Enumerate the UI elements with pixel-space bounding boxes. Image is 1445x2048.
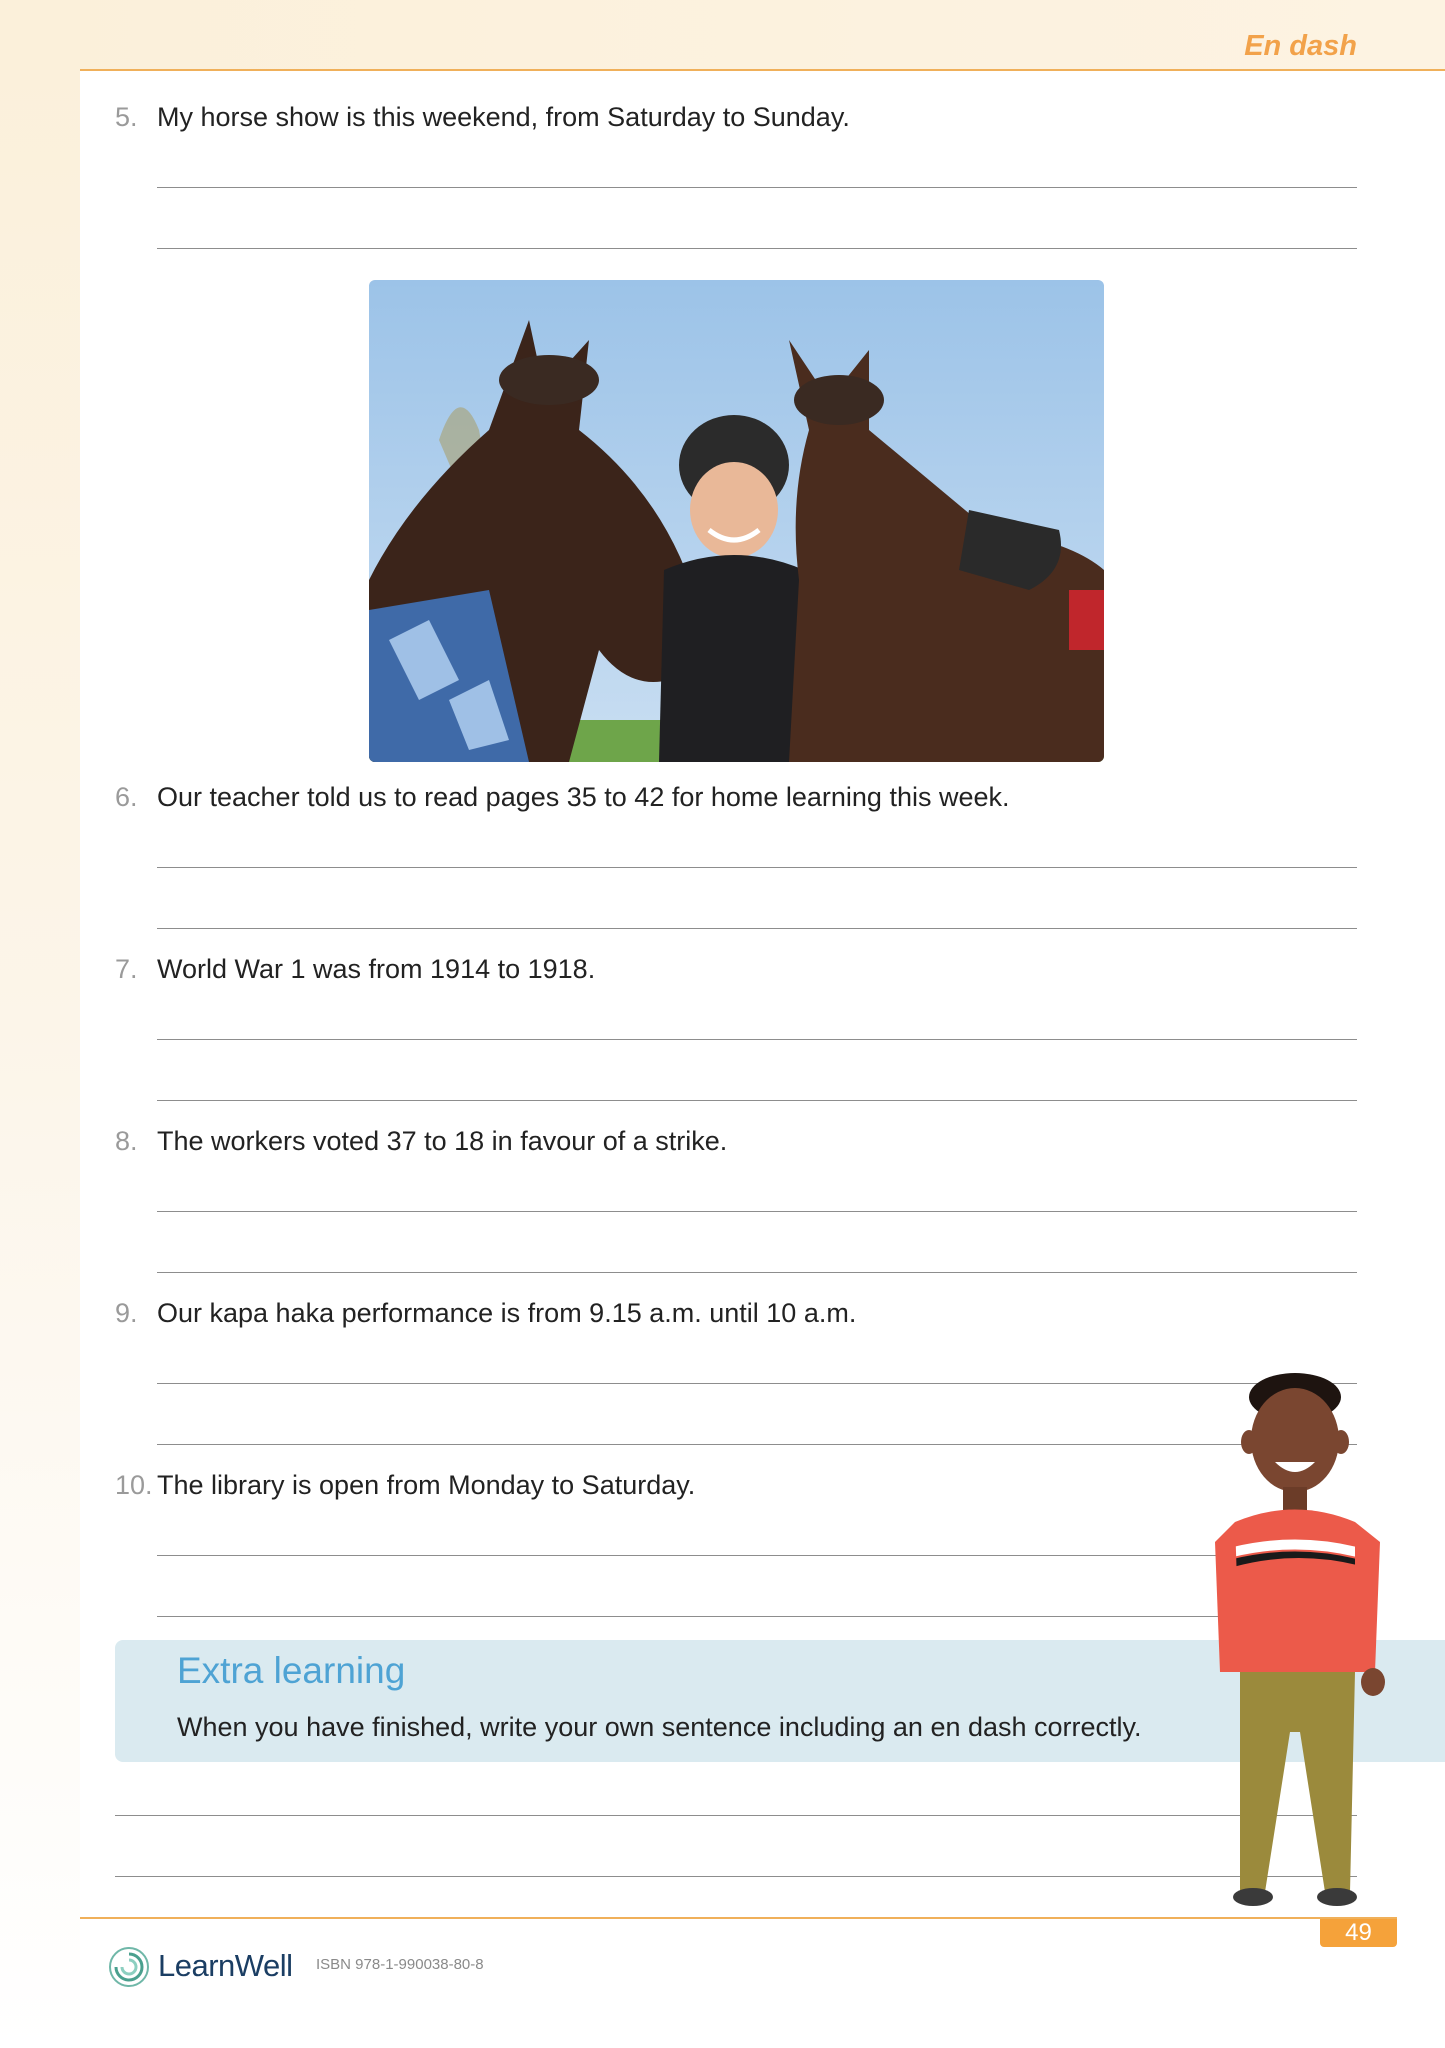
question-text: World War 1 was from 1914 to 1918. <box>157 954 596 984</box>
answer-line[interactable] <box>157 928 1357 929</box>
extra-learning-title: Extra learning <box>177 1650 406 1691</box>
answer-line[interactable] <box>115 1876 1357 1877</box>
header-divider <box>80 69 1445 71</box>
answer-line[interactable] <box>157 1555 1357 1556</box>
answer-line[interactable] <box>157 1272 1357 1273</box>
answer-line[interactable] <box>157 1444 1357 1445</box>
question-8 <box>115 1124 1355 1158</box>
question-7 <box>115 952 1355 986</box>
answer-line[interactable] <box>157 867 1357 868</box>
extra-learning-text: When you have finished, write your own sentence including an en dash correctly. <box>177 1712 1142 1742</box>
brand-name: LearnWell <box>158 1948 293 1983</box>
page-title: En dash <box>1244 30 1357 62</box>
question-text: The library is open from Monday to Saturday. <box>157 1470 696 1500</box>
answer-line[interactable] <box>157 1211 1357 1212</box>
question-number: 6. <box>115 782 138 812</box>
question-number: 5. <box>115 102 138 132</box>
answer-line[interactable] <box>157 1616 1357 1617</box>
question-text: Our kapa haka performance is from 9.15 a.m. until 10 a.m. <box>157 1298 857 1328</box>
question-number: 8. <box>115 1126 138 1156</box>
answer-line[interactable] <box>157 1100 1357 1101</box>
answer-line[interactable] <box>115 1815 1357 1816</box>
question-6 <box>115 780 1355 814</box>
page-number: 49 <box>1320 1919 1397 1947</box>
answer-line[interactable] <box>157 248 1357 249</box>
question-number: 7. <box>115 954 138 984</box>
question-text: My horse show is this weekend, from Saturday to Sunday. <box>157 102 850 132</box>
question-5 <box>115 100 1355 134</box>
answer-line[interactable] <box>157 187 1357 188</box>
side-background-band <box>0 0 80 2048</box>
question-number: 9. <box>115 1298 138 1328</box>
answer-line[interactable] <box>157 1039 1357 1040</box>
horses-rider-photo <box>369 280 1104 762</box>
isbn: ISBN 978-1-990038-80-8 <box>316 1956 484 1973</box>
footer-divider <box>80 1917 1397 1919</box>
answer-line[interactable] <box>157 1383 1357 1384</box>
header-band <box>0 0 1445 70</box>
boy-character-illustration <box>1215 1372 1390 1907</box>
question-number: 10. <box>115 1470 153 1500</box>
question-text: Our teacher told us to read pages 35 to 42 for home learning this week. <box>157 782 1010 812</box>
question-9 <box>115 1296 1355 1330</box>
question-10 <box>115 1468 1355 1502</box>
learnwell-logo-icon <box>108 1946 150 1988</box>
question-text: The workers voted 37 to 18 in favour of a strike. <box>157 1126 728 1156</box>
